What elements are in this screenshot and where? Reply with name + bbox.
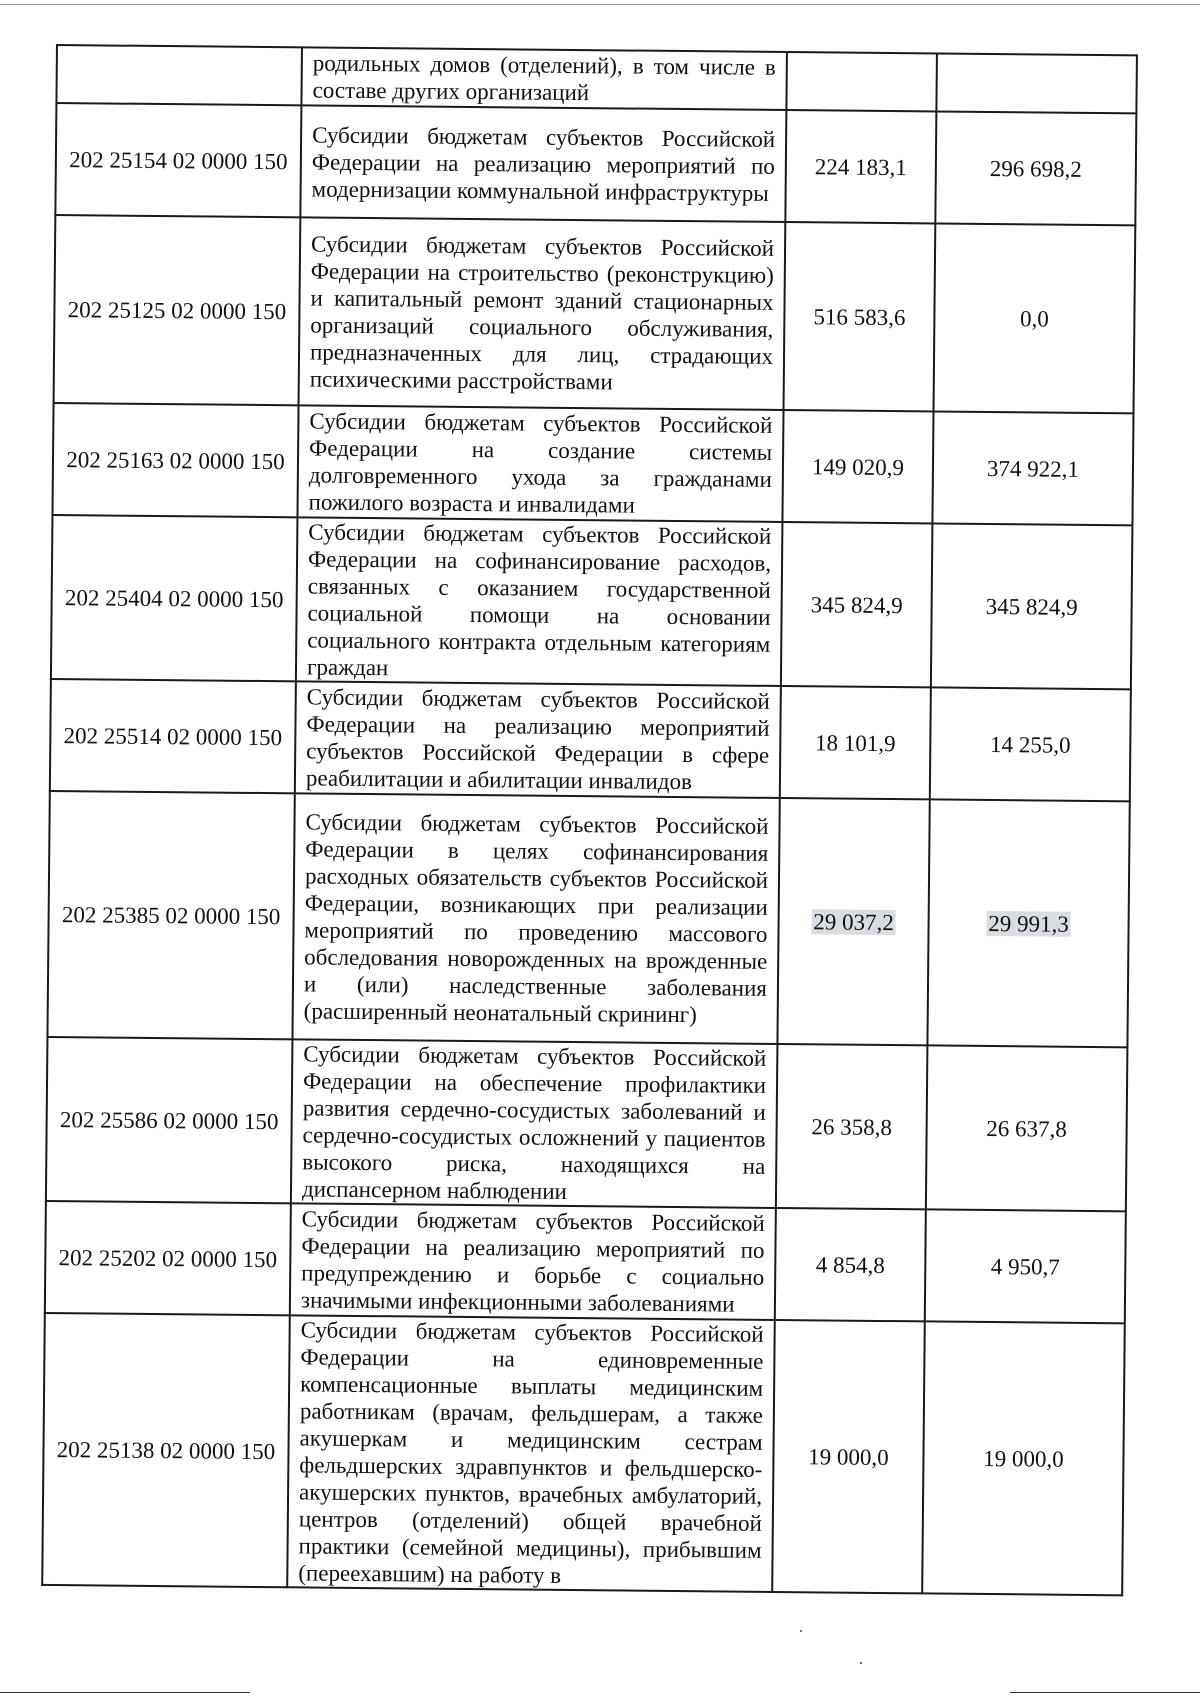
amount-cell-1: 18 101,9 bbox=[780, 686, 931, 799]
table-row bbox=[54, 215, 1136, 413]
amount-cell-2 bbox=[927, 799, 1129, 1047]
budget-code-cell: 202 25385 02 0000 150 bbox=[47, 791, 294, 1039]
budget-code-cell: 202 25163 02 0000 150 bbox=[52, 403, 298, 517]
budget-code-cell: 202 25154 02 0000 150 bbox=[55, 103, 301, 217]
amount-cell-2: 0,0 bbox=[934, 223, 1136, 413]
description-cell: Субсидии бюджетам субъектов Российской Федерации на строительство (реконструкцию) и капитальный ремонт зданий стационарных организаций социального обслуживания, предназначенных для лиц, страдающих психическими расстройствами bbox=[299, 217, 786, 410]
budget-table bbox=[41, 44, 1138, 1596]
amount-cell-2: 296 698,2 bbox=[935, 111, 1136, 225]
budget-code-cell bbox=[56, 45, 302, 105]
scan-speck bbox=[860, 1662, 862, 1664]
table-row bbox=[47, 791, 1129, 1047]
table-row bbox=[55, 103, 1136, 225]
amount-cell-2: 345 824,9 bbox=[931, 523, 1133, 689]
description-cell: Субсидии бюджетам субъектов Российской Федерации в целях софинансирования расходных обязательств субъектов Российской Федерации, возникающих при реализации мероприятий по проведению массового обследования новорожденных на врожденные и (или) наследственные заболевания (расширенный неонатальный скрининг) bbox=[292, 793, 779, 1044]
amount-cell-1: 149 020,9 bbox=[782, 410, 933, 523]
amount-cell-1: 19 000,0 bbox=[772, 1320, 925, 1593]
scan-top-edge bbox=[0, 4, 1200, 5]
amount-cell-1 bbox=[777, 798, 929, 1045]
table-row bbox=[46, 1037, 1128, 1211]
budget-code-cell: 202 25586 02 0000 150 bbox=[46, 1037, 293, 1203]
table-row bbox=[51, 515, 1133, 689]
budget-code-cell: 202 25138 02 0000 150 bbox=[42, 1313, 290, 1587]
amount-cell-1: 4 854,8 bbox=[775, 1208, 926, 1321]
highlighted-amount: 29 991,3 bbox=[988, 910, 1069, 937]
budget-code-cell: 202 25125 02 0000 150 bbox=[54, 215, 301, 405]
table-row bbox=[45, 1201, 1126, 1323]
amount-cell-1 bbox=[786, 52, 937, 111]
description-cell: родильных домов (отделений), в том числе в составе других организаций bbox=[301, 47, 787, 110]
table-row bbox=[50, 679, 1131, 801]
budget-code-cell: 202 25514 02 0000 150 bbox=[50, 679, 296, 793]
description-cell: Субсидии бюджетам субъектов Российской Федерации на обеспечение профилактики развития сердечно-сосудистых заболеваний и сердечно-сосудистых осложнений у пациентов высокого риска, находящихся на диспансерном наблюдении bbox=[291, 1039, 778, 1208]
description-cell: Субсидии бюджетам субъектов Российской Федерации на софинансирование расходов, связанных с оказанием государственной социальной помощи на основании социального контракта отдельным категориям граждан bbox=[296, 517, 783, 686]
amount-cell-2: 19 000,0 bbox=[922, 1321, 1125, 1595]
amount-cell-1: 345 824,9 bbox=[781, 522, 933, 687]
highlighted-amount: 29 037,2 bbox=[813, 908, 894, 935]
scan-bottom-edge bbox=[1010, 1692, 1200, 1693]
description-cell: Субсидии бюджетам субъектов Российской Федерации на реализацию мероприятий субъектов Российской Федерации в сфере реабилитации и абилитации инвалидов bbox=[295, 681, 781, 798]
amount-cell-2: 4 950,7 bbox=[925, 1209, 1126, 1323]
amount-cell-1: 26 358,8 bbox=[776, 1044, 928, 1209]
amount-cell-1: 224 183,1 bbox=[785, 110, 936, 223]
amount-cell-2 bbox=[936, 53, 1137, 113]
budget-code-cell: 202 25202 02 0000 150 bbox=[45, 1201, 291, 1315]
description-cell: Субсидии бюджетам субъектов Российской Федерации на создание системы долговременного ухода за гражданами пожилого возраста и инвалидами bbox=[297, 405, 783, 522]
amount-cell-2: 14 255,0 bbox=[930, 687, 1131, 801]
table-row bbox=[56, 45, 1137, 113]
amount-cell-2: 26 637,8 bbox=[926, 1045, 1128, 1211]
table-row bbox=[42, 1313, 1125, 1595]
scan-bottom-edge bbox=[0, 1692, 250, 1693]
scan-speck bbox=[800, 1630, 802, 1632]
amount-cell-1: 516 583,6 bbox=[784, 222, 936, 411]
amount-cell-2: 374 922,1 bbox=[932, 411, 1133, 525]
table-row bbox=[52, 403, 1133, 525]
budget-table-wrapper bbox=[41, 44, 1136, 1596]
budget-code-cell: 202 25404 02 0000 150 bbox=[51, 515, 298, 681]
description-cell: Субсидии бюджетам субъектов Российской Федерации на единовременные компенсационные выплаты медицинским работникам (врачам, фельдшерам, а также акушеркам и медицинским сестрам фельдшерских здравпунктов и фельдшерско-акушерских пунктов, врачебных амбулаторий, центров (отделений) общей врачебной практики (семейной медицины), прибывшим (переехавшим) на работу в bbox=[287, 1315, 775, 1592]
description-cell: Субсидии бюджетам субъектов Российской Федерации на реализацию мероприятий по модернизации коммунальной инфраструктуры bbox=[300, 105, 786, 222]
description-cell: Субсидии бюджетам субъектов Российской Федерации на реализацию мероприятий по предупреждению и борьбе с социально значимыми инфекционными заболеваниями bbox=[290, 1203, 776, 1320]
